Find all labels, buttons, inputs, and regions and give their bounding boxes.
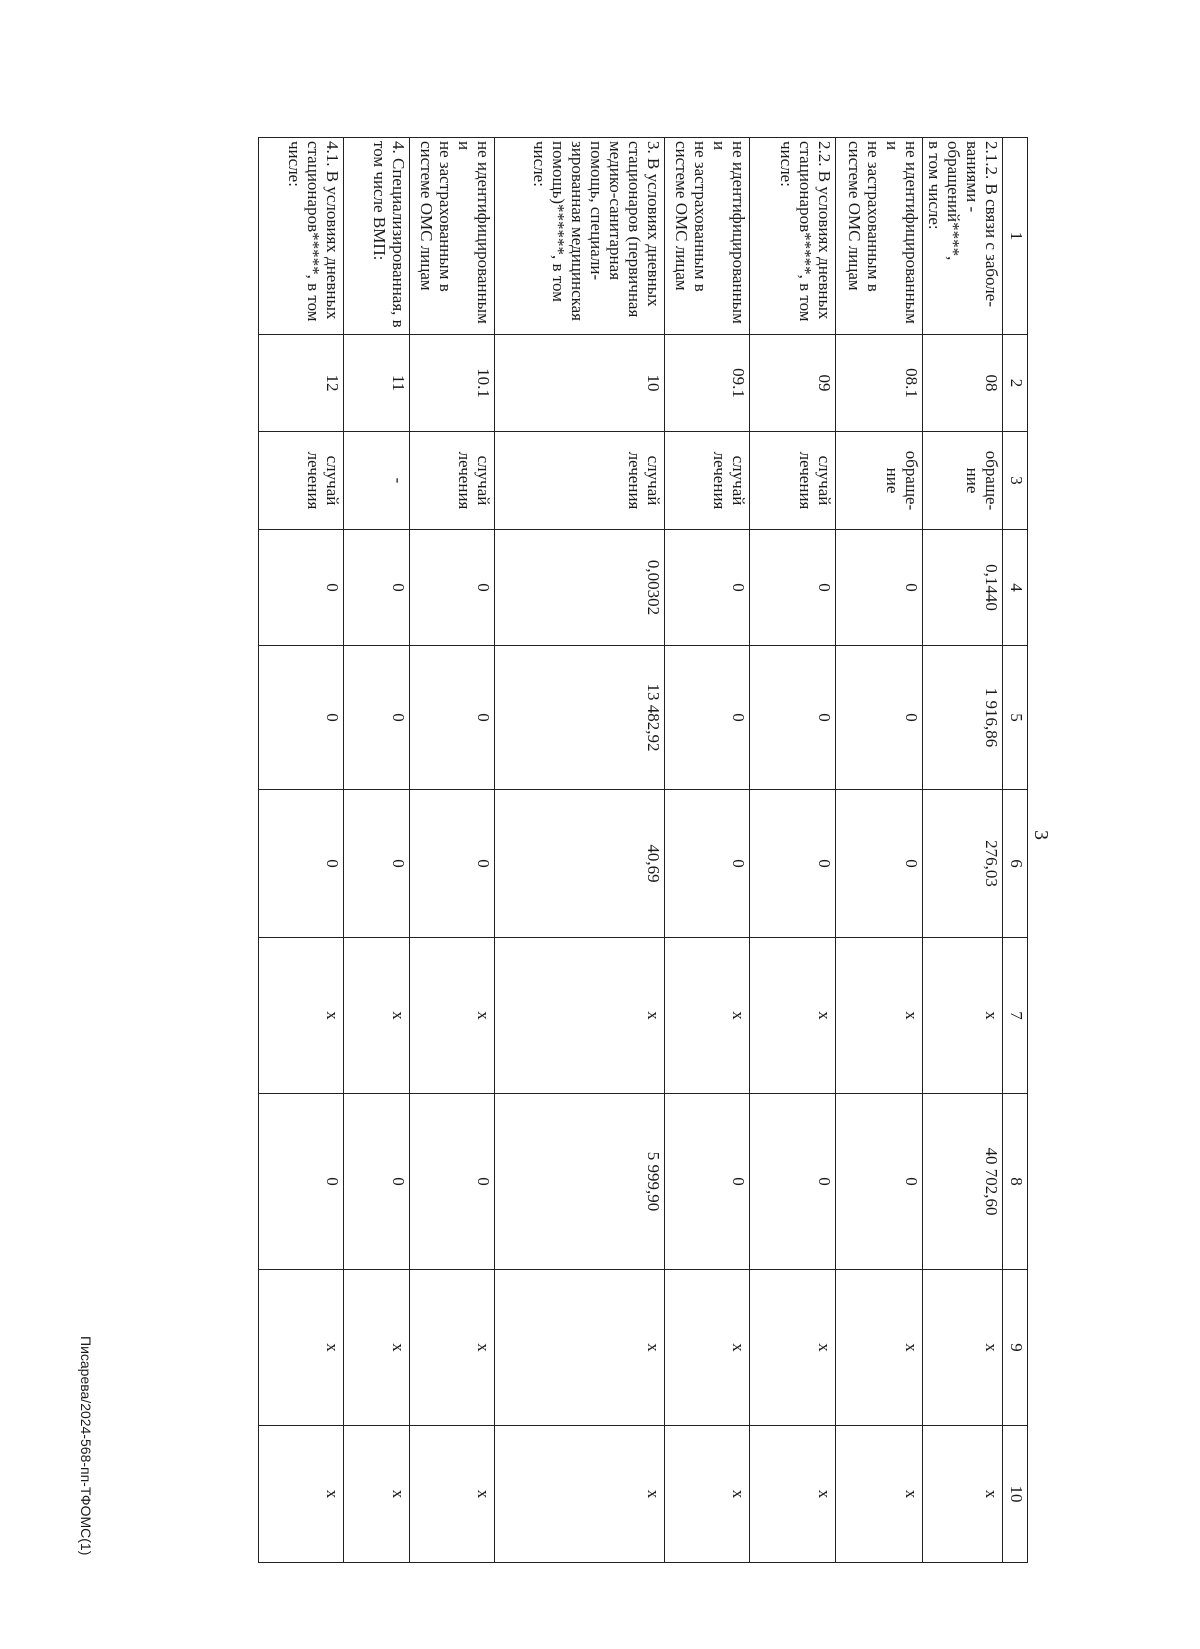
table-cell: х: [495, 938, 665, 1094]
row-label: 2.1.2. В связи с заболе- ваниями - обращений****, в том числе:: [923, 138, 1003, 335]
row-label: 3. В условиях дневных стационаров (первичная медико-санитарная помощь, специали- зированная медицинская помощь)******, в том числе:: [495, 138, 665, 335]
row-label: не идентифицированным и не застрахованным в системе ОМС лицам: [836, 138, 923, 335]
table-cell: 0,1440: [923, 530, 1003, 646]
table-cell: 0: [344, 790, 410, 938]
table-cell: х: [750, 938, 836, 1094]
table-row: [495, 138, 665, 1563]
table-cell: 40,69: [495, 790, 665, 938]
table-row: [344, 138, 410, 1563]
table-cell: случай лечения: [750, 432, 836, 530]
table-cell: х: [665, 1426, 750, 1563]
table-cell: 0: [665, 646, 750, 790]
column-header: 4: [1003, 530, 1028, 646]
column-header: 3: [1003, 432, 1028, 530]
table-cell: х: [344, 1426, 410, 1563]
row-label: не идентифицированным и не застрахованным в системе ОМС лицам: [665, 138, 750, 335]
table-cell: 0: [259, 646, 344, 790]
table-cell: обраще- ние: [923, 432, 1003, 530]
table-cell: 0: [410, 790, 495, 938]
table-cell: 08: [923, 335, 1003, 432]
table-cell: обраще- ние: [836, 432, 923, 530]
table-cell: 0: [665, 1094, 750, 1270]
table-cell: 0: [665, 790, 750, 938]
column-header: 5: [1003, 646, 1028, 790]
column-header: 8: [1003, 1094, 1028, 1270]
header-row: [1003, 138, 1028, 1563]
table-cell: 0: [665, 530, 750, 646]
table-cell: х: [410, 1426, 495, 1563]
table-cell: 10.1: [410, 335, 495, 432]
row-label: 4.1. В условиях дневных стационаров*****, в том числе:: [259, 138, 344, 335]
table-cell: 0: [750, 646, 836, 790]
table-cell: 1 916,86: [923, 646, 1003, 790]
table-cell: х: [495, 1426, 665, 1563]
table-cell: х: [259, 938, 344, 1094]
table-cell: 0: [259, 1094, 344, 1270]
table-row: [750, 138, 836, 1563]
table-cell: 0: [344, 530, 410, 646]
table-cell: 0: [344, 1094, 410, 1270]
table-cell: 0: [836, 646, 923, 790]
table-cell: х: [665, 938, 750, 1094]
table-cell: х: [923, 938, 1003, 1094]
table-cell: 0: [836, 1094, 923, 1270]
table-cell: х: [750, 1270, 836, 1426]
table-cell: х: [259, 1426, 344, 1563]
page-number: 3: [1030, 830, 1052, 840]
row-label: не идентифицированным и не застрахованным в системе ОМС лицам: [410, 138, 495, 335]
table-cell: 40 702,60: [923, 1094, 1003, 1270]
table-cell: х: [344, 938, 410, 1094]
table-cell: х: [836, 1426, 923, 1563]
column-header: 2: [1003, 335, 1028, 432]
table-cell: х: [923, 1426, 1003, 1563]
table-cell: 10: [495, 335, 665, 432]
table-cell: случай лечения: [495, 432, 665, 530]
table-cell: 0,00302: [495, 530, 665, 646]
table-cell: 0: [410, 1094, 495, 1270]
column-header: 1: [1003, 138, 1028, 335]
table-cell: 09: [750, 335, 836, 432]
table-cell: 0: [410, 530, 495, 646]
table-row: [410, 138, 495, 1563]
table-cell: 0: [836, 790, 923, 938]
tariff-table: [258, 137, 1028, 1563]
table-cell: х: [665, 1270, 750, 1426]
table-cell: х: [836, 1270, 923, 1426]
table-cell: х: [923, 1270, 1003, 1426]
table-cell: 276,03: [923, 790, 1003, 938]
footer-doc-code: Писарева/2024-568-пп-ТФОМС(1): [78, 1336, 94, 1556]
table-cell: 08.1: [836, 335, 923, 432]
table-cell: 0: [344, 646, 410, 790]
table-cell: 5 999,90: [495, 1094, 665, 1270]
column-header: 10: [1003, 1426, 1028, 1563]
table-cell: случай лечения: [259, 432, 344, 530]
table-cell: 0: [750, 530, 836, 646]
table-cell: х: [410, 1270, 495, 1426]
table-cell: 0: [259, 790, 344, 938]
table-cell: 11: [344, 335, 410, 432]
table-cell: 0: [410, 646, 495, 790]
column-header: 9: [1003, 1270, 1028, 1426]
table-cell: -: [344, 432, 410, 530]
table-cell: х: [836, 938, 923, 1094]
row-label: 2.2. В условиях дневных стационаров*****, в том числе:: [750, 138, 836, 335]
table-row: [923, 138, 1003, 1563]
table-cell: 09.1: [665, 335, 750, 432]
table-row: [259, 138, 344, 1563]
table-cell: 0: [836, 530, 923, 646]
row-label: 4. Специализированная, в том числе ВМП:: [344, 138, 410, 335]
table-cell: случай лечения: [410, 432, 495, 530]
table-cell: случай лечения: [665, 432, 750, 530]
table-row: [665, 138, 750, 1563]
column-header: 7: [1003, 938, 1028, 1094]
table-cell: 0: [750, 790, 836, 938]
table-cell: х: [259, 1270, 344, 1426]
table-cell: х: [495, 1270, 665, 1426]
table-cell: х: [344, 1270, 410, 1426]
table-cell: х: [750, 1426, 836, 1563]
column-header: 6: [1003, 790, 1028, 938]
table-cell: 12: [259, 335, 344, 432]
table-cell: 13 482,92: [495, 646, 665, 790]
table-cell: 0: [259, 530, 344, 646]
table-row: [836, 138, 923, 1563]
table-cell: х: [410, 938, 495, 1094]
table-cell: 0: [750, 1094, 836, 1270]
